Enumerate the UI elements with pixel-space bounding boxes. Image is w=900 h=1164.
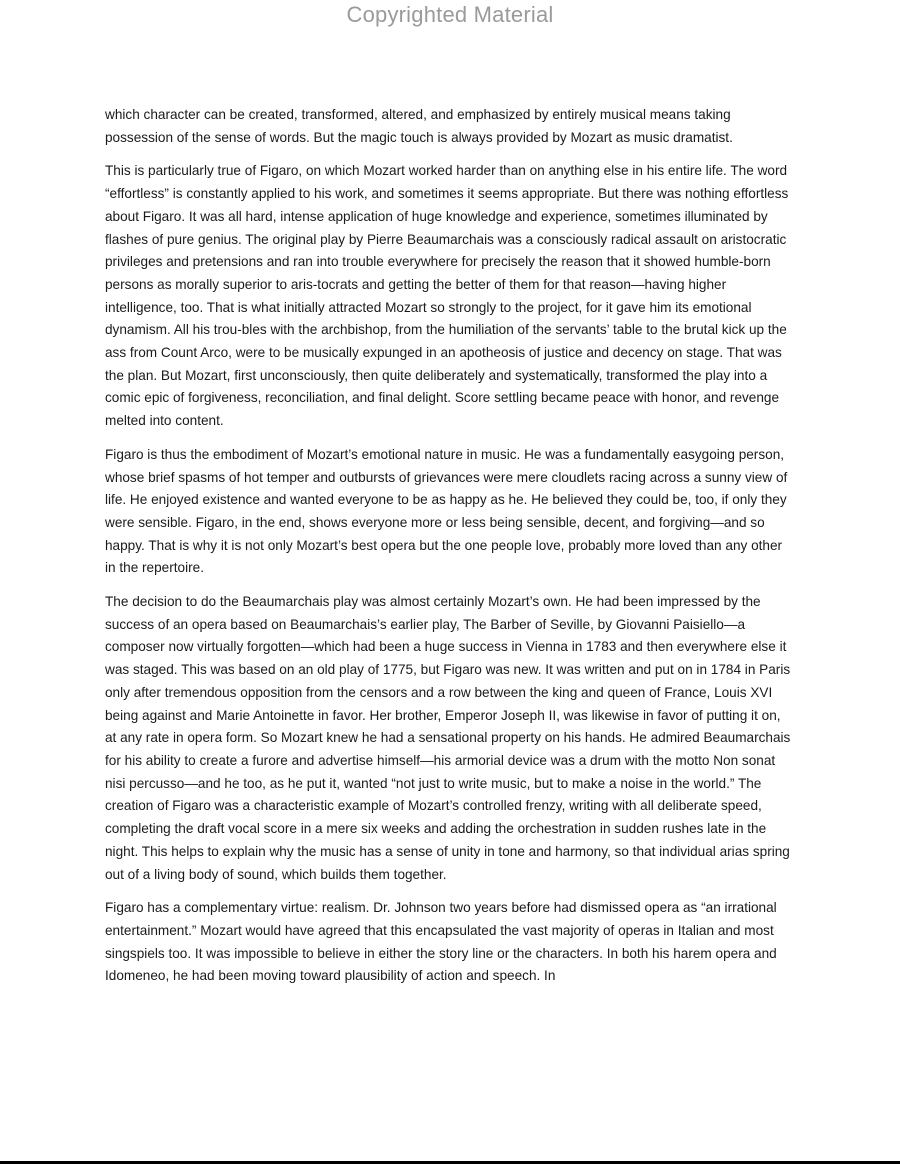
paragraph-3: Figaro is thus the embodiment of Mozart’s emotional nature in music. He was a fundamentally easygoing person, whose brief spasms of hot temper and outbursts of grievances were mere cloudlets racing across a sunny view of life. He enjoyed existence and wanted everyone to be as happy as he. He believed they could be, too, if only they were sensible. Figaro, in the end, shows everyone more or less being sensible, decent, and forgiving—and so happy. That is why it is not only Mozart’s best opera but the one people love, probably more loved than any other in the repertoire. (105, 446, 788, 576)
page-body (105, 104, 795, 999)
paragraph-1: which character can be created, transformed, altered, and emphasized by entirely musical means taking possession of the sense of words. But the magic touch is always provided by Mozart as music dramatist. (105, 107, 733, 145)
paragraph-5: Figaro has a complementary virtue: realism. Dr. Johnson two years before had dismissed opera as “an irrational entertainment.” Mozart would have agreed that this encapsulated the vast majority of operas in Italian and most singspiels too. It was impossible to believe in either the story line or the characters. In both his harem opera and Idomeneo, he had been moving toward plausibility of action and speech. In (105, 900, 777, 984)
paragraph-4: The decision to do the Beaumarchais play was almost certainly Mozart’s own. He had been impressed by the success of an opera based on Beaumarchais’s earlier play, The Barber of Seville, by Giovanni Paisiello—a composer now virtually forgotten—which had been a huge success in Vienna in 1783 and then everywhere else it was staged. This was based on an old play of 1775, but Figaro was new. It was written and put on in 1784 in Paris only after tremendous opposition from the censors and a row between the king and queen of France, Louis XVI being against and Marie Antoinette in favor. Her brother, Emperor Joseph II, was likewise in favor of putting it on, at any rate in opera form. So Mozart knew he had a sensational property on his hands. He admired Beaumarchais for his ability to create a furore and advertise himself—his armorial device was a drum with the motto Non sonat nisi percusso—and he too, as he put it, wanted “not just to write music, but to make a noise in the world.” The creation of Figaro was a characteristic example of Mozart’s controlled frenzy, writing with all deliberate speed, completing the draft vocal score in a mere six weeks and adding the orchestration in sudden rushes late in the night. This helps to explain why the music has a sense of unity in tone and harmony, so that individual arias spring out of a living body of sound, which builds them together. (105, 594, 791, 882)
copyright-watermark: Copyrighted Material (346, 2, 554, 27)
paragraph-2: This is particularly true of Figaro, on which Mozart worked harder than on anything else in his entire life. The word “effortless” is constantly applied to his work, and sometimes it seems appropriate. But there was nothing effortless about Figaro. It was all hard, intense application of huge knowledge and experience, sometimes illuminated by flashes of pure genius. The original play by Pierre Beaumarchais was a consciously radical assault on aristocratic privileges and pretensions and ran into trouble everywhere for precisely the reason that it showed humble-born persons as morally superior to aris-tocrats and getting the better of them for that reason—having higher intelligence, too. That is what initially attracted Mozart so strongly to the project, for it gave him its emotional dynamism. All his trou-bles with the archbishop, from the humiliation of the servants’ table to the brutal kick up the ass from Count Arco, were to be musically expunged in an apotheosis of justice and decency on stage. That was the plan. But Mozart, first unconsciously, then quite deliberately and systematically, transformed the play into a comic epic of forgiveness, reconciliation, and final delight. Score settling became peace with honor, and revenge melted into content. (105, 163, 789, 429)
